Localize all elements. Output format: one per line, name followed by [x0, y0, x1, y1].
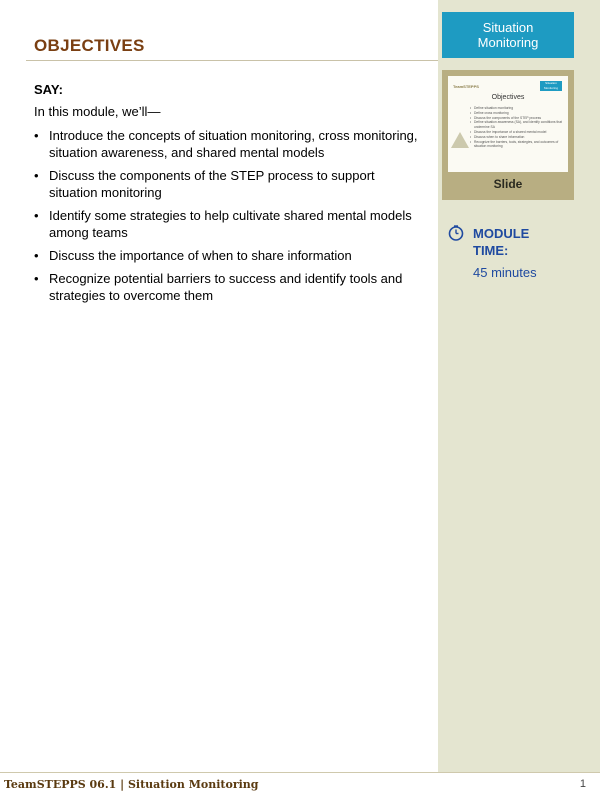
slide-list-item: • Discuss the importance of a shared mental model [470, 130, 564, 135]
slide-list-item: • Recognize the barriers, tools, strategies, and outcomes of situation monitoring [470, 140, 564, 150]
list-item: • Introduce the concepts of situation monitoring, cross monitoring, situation awareness, and shared mental models [34, 127, 426, 161]
slide-list-item: • Define cross monitoring [470, 111, 564, 116]
slide-list-item: • Discuss the components of the STEP process [470, 116, 564, 121]
list-item: • Recognize potential barriers to success and identify tools and strategies to overcome them [34, 270, 426, 304]
module-time-value: 45 minutes [473, 265, 537, 280]
clock-icon [448, 225, 464, 241]
title-divider [26, 60, 438, 61]
slide-list-item: • Define situation monitoring [470, 106, 564, 111]
intro-text: In this module, we’ll— [34, 104, 161, 119]
slide-title: Objectives [491, 94, 525, 101]
slide-list-item: • Discuss when to share information [470, 135, 564, 140]
slide-list-item: • Define situation awareness (SA), and identify conditions that undermine SA [470, 120, 564, 130]
footer-text: TeamSTEPPS 06.1 | Situation Monitoring [4, 778, 259, 791]
section-tab-line1: Situation [482, 20, 534, 35]
triangle-logo-icon [451, 132, 469, 148]
page-title: OBJECTIVES [34, 36, 145, 55]
slide-label: Slide [493, 177, 523, 191]
section-tab [442, 12, 574, 58]
footer [0, 773, 600, 800]
section-tab-line2: Monitoring [477, 35, 539, 50]
slide-preview [448, 76, 568, 172]
page-number: 1 [579, 778, 586, 790]
say-label: SAY: [34, 82, 63, 97]
slide-brand: TeamSTEPPS [453, 84, 479, 89]
list-item: • Discuss the importance of when to share information [34, 247, 426, 264]
list-item: • Identify some strategies to help cultivate shared mental models among teams [34, 207, 426, 241]
module-time-label: MODULE TIME: [473, 226, 530, 258]
sidebar [438, 0, 600, 772]
objectives-list [34, 127, 426, 310]
slide-thumbnail [442, 70, 574, 200]
slide-badge: Situation Monitoring [540, 81, 562, 91]
slide-objectives-list [470, 106, 564, 149]
list-item: • Discuss the components of the STEP process to support situation monitoring [34, 167, 426, 201]
